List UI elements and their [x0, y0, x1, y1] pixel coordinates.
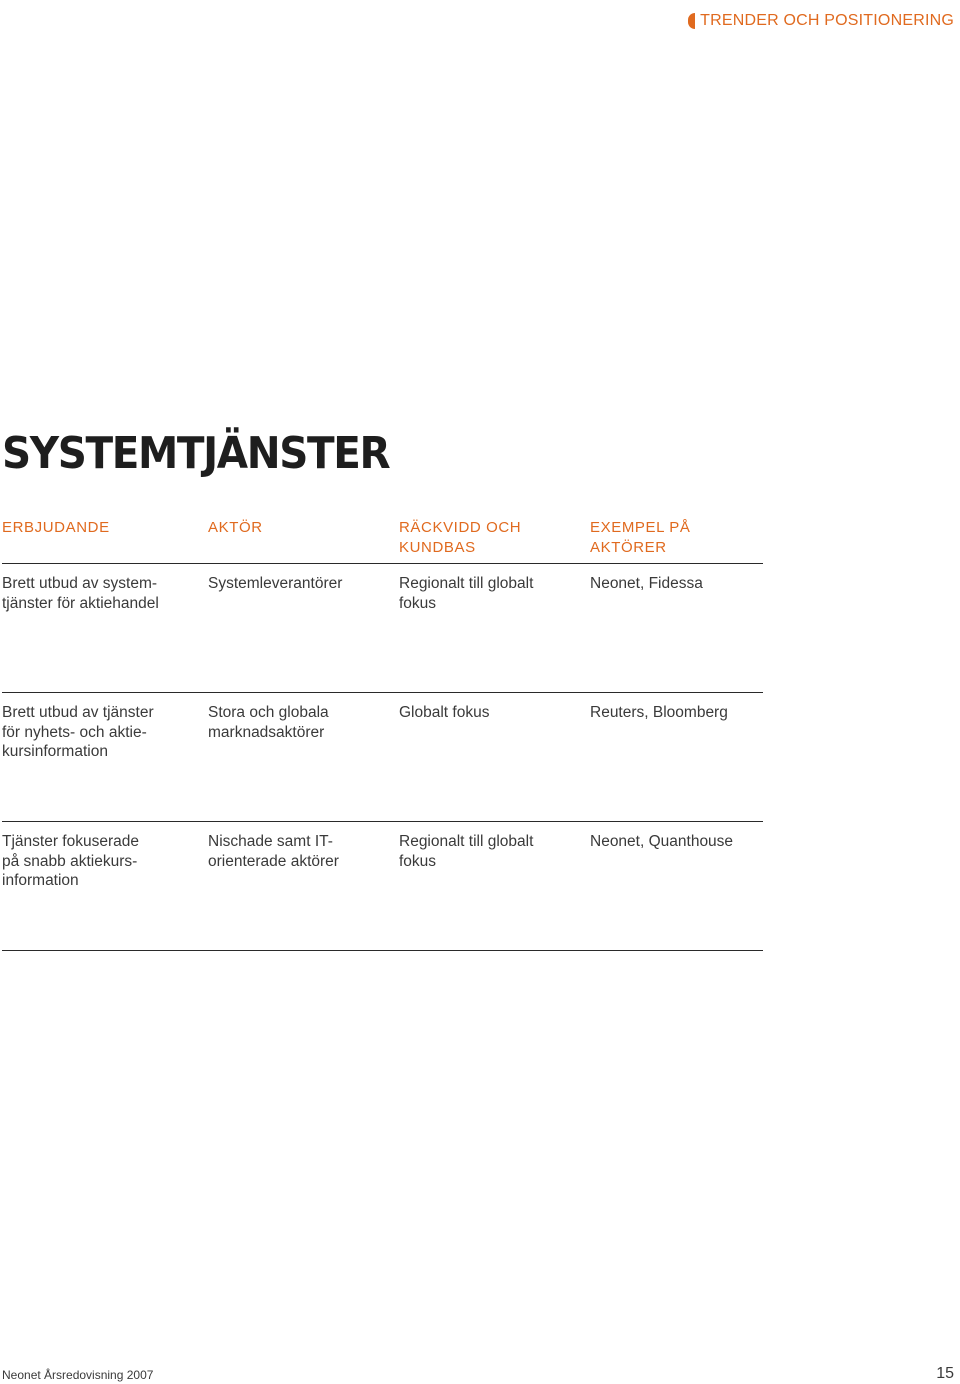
- table-cell-actor: Systemleverantörer: [208, 575, 343, 592]
- section-marker-icon: [688, 13, 695, 29]
- table-cell-actor: Nischade samt IT- orienterade aktörer: [208, 833, 339, 870]
- table-cell-offering: Brett utbud av tjänster för nyhets- och aktie- kursinformation: [2, 704, 154, 760]
- table-cell-actor: Stora och globala marknadsaktörer: [208, 704, 329, 741]
- offerings-table: [2, 518, 763, 951]
- table-header-row: [2, 518, 763, 564]
- table-cell-examples: Neonet, Fidessa: [590, 575, 703, 592]
- table-cell-reach: Globalt fokus: [399, 704, 490, 721]
- page-title: SYSTEMTJÄNSTER: [2, 428, 390, 479]
- footer-publication: Neonet Årsredovisning 2007: [2, 1368, 154, 1382]
- table-row: [2, 564, 763, 693]
- table-cell-reach: Regionalt till globalt fokus: [399, 833, 534, 870]
- column-header-offering: ERBJUDANDE: [2, 519, 110, 536]
- table-cell-offering: Brett utbud av system- tjänster för aktiehandel: [2, 575, 159, 612]
- section-header: [688, 12, 954, 30]
- table-cell-reach: Regionalt till globalt fokus: [399, 575, 534, 612]
- table-cell-examples: Neonet, Quanthouse: [590, 833, 734, 850]
- table-cell-offering: Tjänster fokuserade på snabb aktiekurs- information: [2, 833, 139, 889]
- column-header-actor: AKTÖR: [208, 519, 263, 536]
- table-cell-examples: Reuters, Bloomberg: [590, 704, 728, 721]
- page-number: 15: [936, 1365, 954, 1382]
- column-header-examples: EXEMPEL PÅ AKTÖRER: [590, 519, 691, 556]
- table-row: [2, 693, 763, 822]
- section-header-label: TRENDER OCH POSITIONERING: [700, 12, 954, 29]
- table-row: [2, 822, 763, 951]
- column-header-reach: RÄCKVIDD OCH KUNDBAS: [399, 519, 522, 556]
